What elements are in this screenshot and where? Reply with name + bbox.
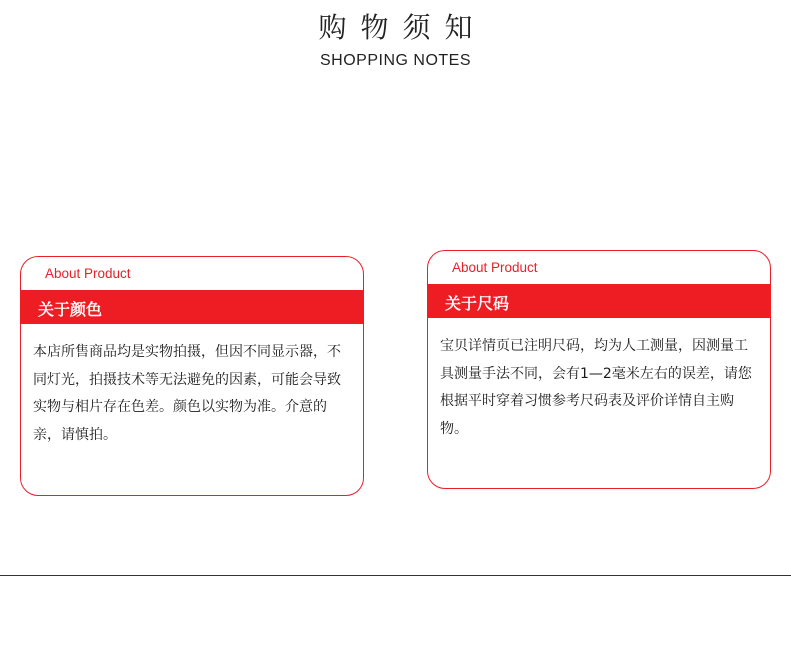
card-body-text: 本店所售商品均是实物拍摄，但因不同显示器，不同灯光，拍摄技术等无法避免的因素，可能会导致实物与相片存在色差。颜色以实物为准。介意的亲，请慎拍。 [33,344,341,443]
page-subtitle: SHOPPING NOTES [319,52,472,69]
card-heading-bar [20,290,364,324]
card-body-text: 宝贝详情页已注明尺码，均为人工测量，因测量工具测量手法不同，会有1—2毫米左右的误差，请您根据平时穿着习惯参考尺码表及评价详情自主购物。 [440,338,752,437]
card-heading: 关于尺码 [445,294,510,313]
card-subtitle: About Product [452,260,538,275]
color-notice-card [20,256,364,496]
bottom-divider [0,575,791,576]
card-heading: 关于颜色 [38,300,103,319]
card-subtitle: About Product [45,266,131,281]
page-title: 购物须知 [318,11,487,44]
card-heading-bar [427,284,771,318]
size-notice-card [427,250,771,489]
